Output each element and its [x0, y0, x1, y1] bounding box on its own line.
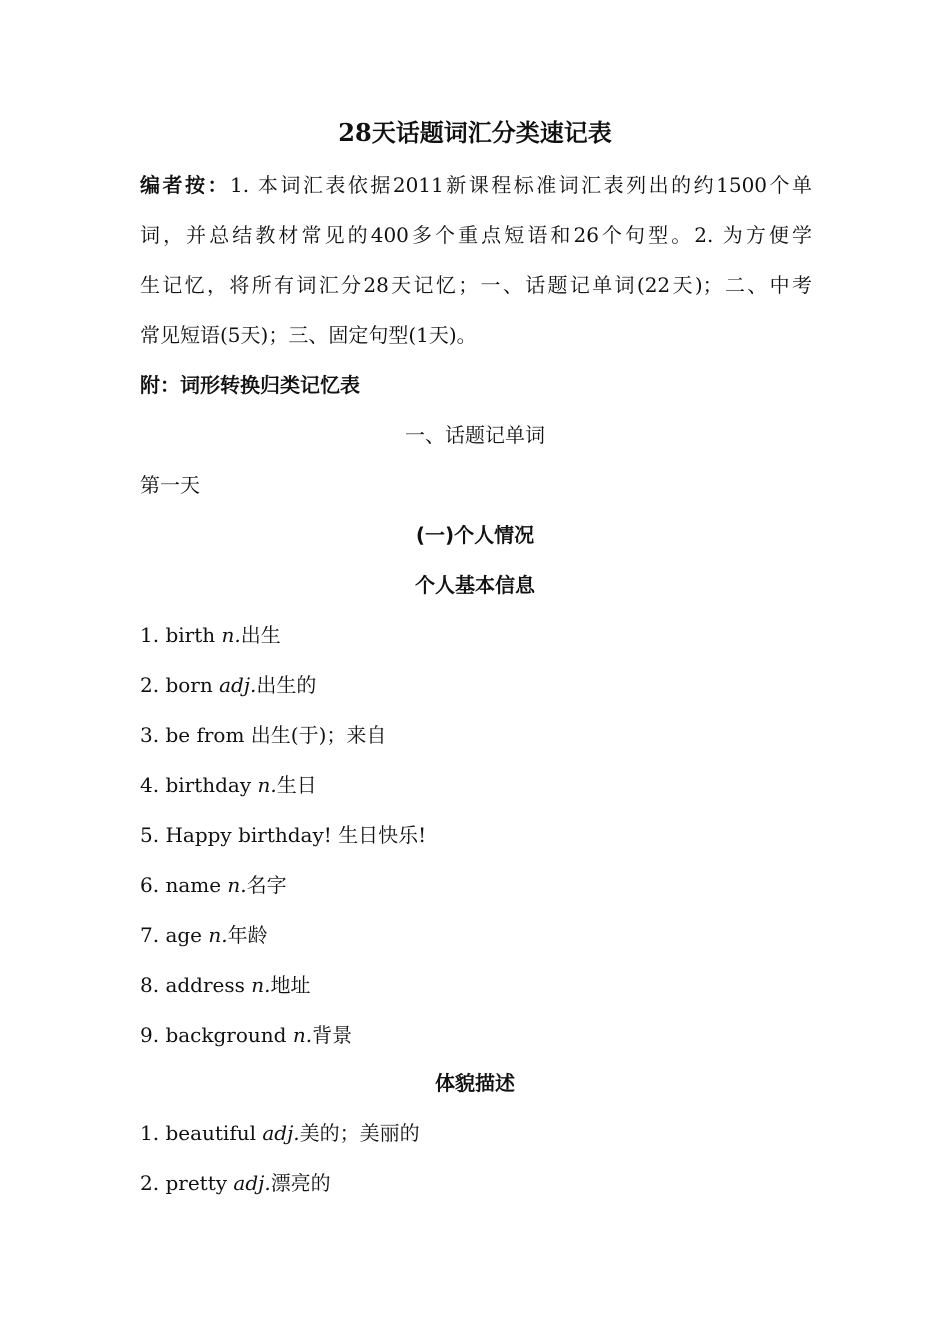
entry-word: be from: [165, 723, 245, 747]
entry-pos: adj.: [233, 1171, 271, 1195]
entry-word: born: [165, 673, 213, 697]
document-title: 28天话题词汇分类速记表: [338, 118, 612, 147]
editor-note-text-1: 1. 本词汇表依据2011新课程标准词汇表列出的约1500个单: [229, 173, 812, 197]
entry-meaning: 生日快乐!: [338, 823, 427, 847]
editor-note-line-4: 常见短语(5天)；三、固定句型(1天)。: [140, 323, 477, 347]
entry-number: 1.: [140, 623, 160, 647]
vocab-entry: [140, 1020, 812, 1050]
editor-note-label: 编者按：: [140, 173, 230, 197]
entry-meaning: 美的；美丽的: [299, 1121, 420, 1145]
editor-note-line-2: 词，并总结教材常见的400多个重点短语和26个句型。2. 为方便学: [140, 223, 812, 247]
vocab-entry: [140, 820, 812, 850]
entry-number: 2.: [140, 1171, 160, 1195]
entry-word: pretty: [165, 1171, 228, 1195]
entry-number: 1.: [140, 1121, 160, 1145]
vocab-entry: [140, 670, 812, 700]
entry-meaning: 名字: [246, 873, 287, 897]
entry-meaning: 背景: [312, 1023, 353, 1047]
entry-meaning: 出生的: [256, 673, 317, 697]
entry-word: birth: [165, 623, 216, 647]
entry-pos: n.: [251, 973, 271, 997]
entry-number: 5.: [140, 823, 160, 847]
entry-pos: adj.: [262, 1121, 300, 1145]
editor-note-line-3: 生记忆，将所有词汇分28天记忆；一、话题记单词(22天)；二、中考: [140, 273, 812, 297]
entry-pos: n.: [227, 873, 247, 897]
section-heading: (一)个人情况: [415, 523, 535, 547]
entry-number: 9.: [140, 1023, 160, 1047]
entry-pos: adj.: [219, 673, 257, 697]
subsection-heading: 体貌描述: [435, 1071, 515, 1095]
vocab-entry: [140, 620, 812, 650]
entry-number: 2.: [140, 673, 160, 697]
entry-word: background: [165, 1023, 287, 1047]
entry-meaning: 地址: [270, 973, 311, 997]
part-heading: 一、话题记单词: [405, 423, 545, 447]
editor-note-line-1: [140, 170, 812, 200]
vocab-entry: [140, 870, 812, 900]
day-heading: 第一天: [140, 473, 200, 497]
vocab-entry: [140, 1118, 812, 1148]
entry-number: 8.: [140, 973, 160, 997]
entry-meaning: 生日: [276, 773, 317, 797]
entry-word: beautiful: [165, 1121, 257, 1145]
entry-pos: n.: [257, 773, 277, 797]
entry-meaning: 年龄: [227, 923, 268, 947]
entry-pos: n.: [208, 923, 228, 947]
entry-word: birthday: [165, 773, 252, 797]
entry-number: 4.: [140, 773, 160, 797]
entry-word: Happy birthday!: [165, 823, 332, 847]
entry-pos: n.: [221, 623, 241, 647]
vocab-entry: [140, 1168, 812, 1198]
entry-meaning: 出生(于)；来自: [250, 723, 387, 747]
vocab-entry: [140, 920, 812, 950]
appendix-note: 附：词形转换归类记忆表: [140, 373, 360, 397]
subsection-heading: 个人基本信息: [415, 573, 535, 597]
vocab-entry: [140, 970, 812, 1000]
entry-meaning: 漂亮的: [270, 1171, 331, 1195]
entry-number: 7.: [140, 923, 160, 947]
entry-number: 6.: [140, 873, 160, 897]
entry-word: name: [165, 873, 222, 897]
entry-pos: n.: [292, 1023, 313, 1047]
entry-word: age: [165, 923, 203, 947]
entry-meaning: 出生: [240, 623, 281, 647]
entry-number: 3.: [140, 723, 160, 747]
vocab-entry: [140, 720, 812, 750]
vocab-entry: [140, 770, 812, 800]
entry-word: address: [165, 973, 245, 997]
